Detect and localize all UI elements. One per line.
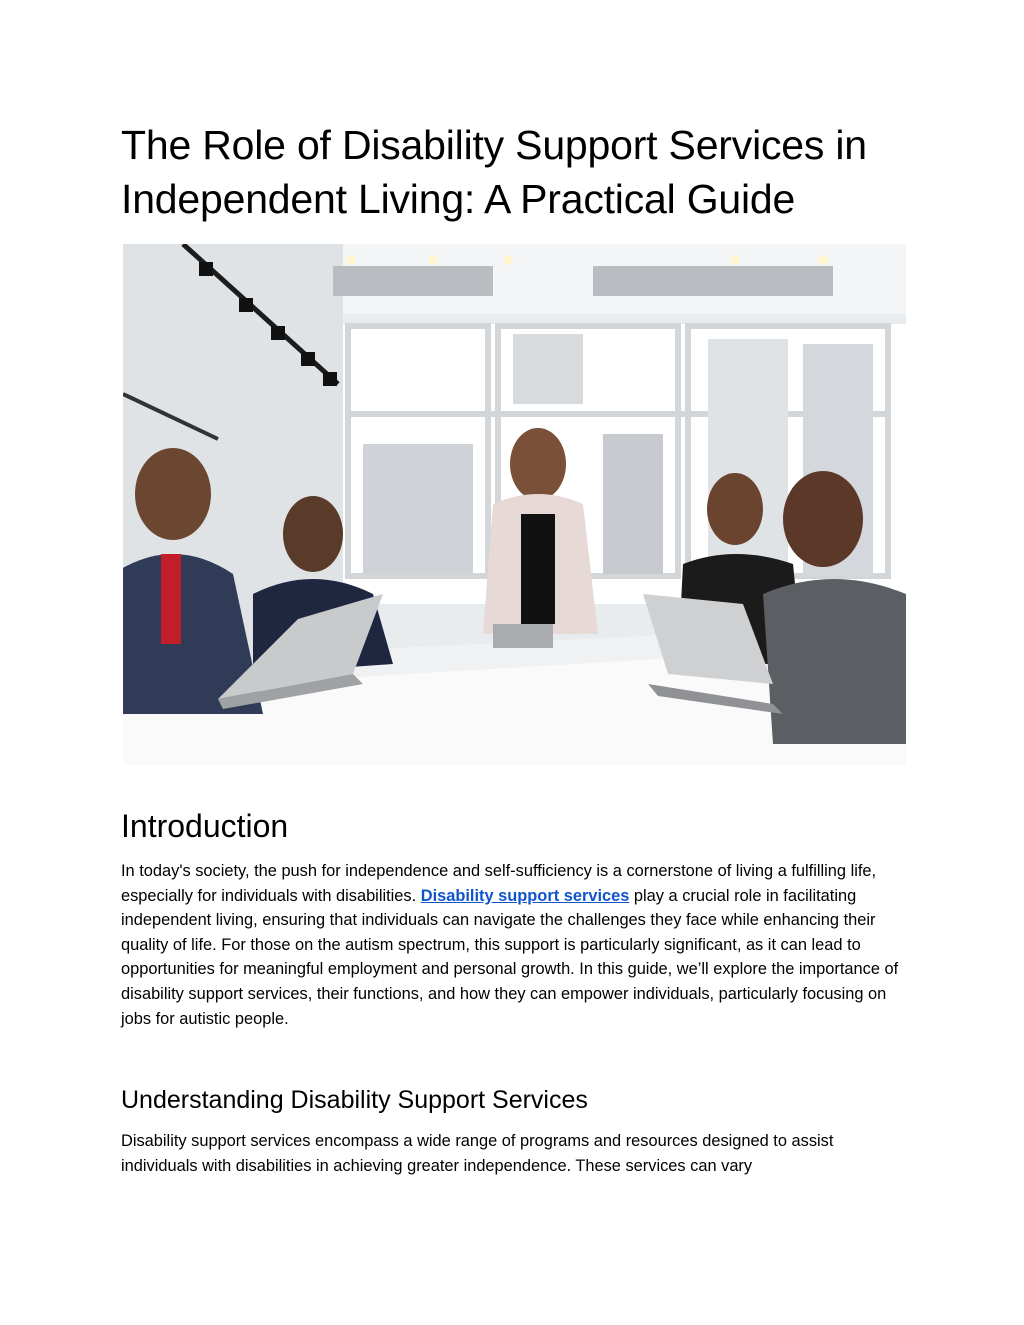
section-heading-introduction: Introduction [121, 808, 289, 844]
understanding-paragraph: Disability support services encompass a wide range of programs and resources designed to assist individuals with disabilities in achieving greater independence. These services can vary [121, 1132, 834, 1175]
hero-image [123, 244, 906, 765]
introduction-text-before-link: In today's society, the push for independence and self-sufficiency is a cornerstone of living a fulfilling life, especially for individuals with disabilities. [121, 862, 877, 905]
disability-support-services-link[interactable]: Disability support services [420, 886, 630, 905]
introduction-text-after-link: play a crucial role in facilitating independent living, ensuring that individuals can navigate the challenges they face while enhancing their quality of life. For those on the autism spectrum, this support is particularly significant, as it can lead to opportunities for meaningful employment and personal growth. In this guide, we’ll explore the importance of disability support services, their functions, and how they can empower individuals, particularly focusing on jobs for autistic people. [121, 886, 899, 1028]
document-title: The Role of Disability Support Services in Independent Living: A Practical Guide [121, 122, 867, 222]
introduction-paragraph [121, 859, 911, 1031]
section-heading-understanding: Understanding Disability Support Services [121, 1086, 588, 1114]
